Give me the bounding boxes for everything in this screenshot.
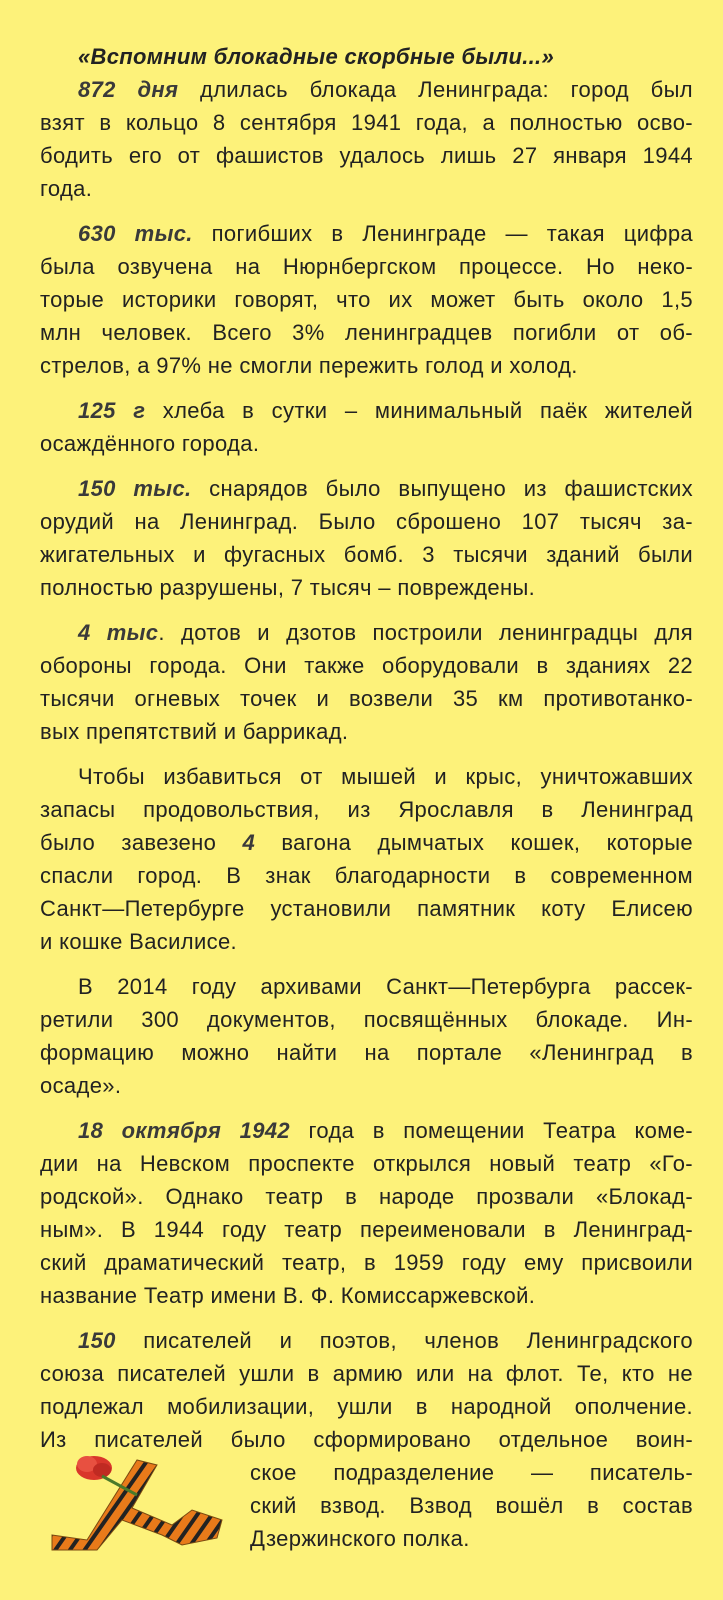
text-line xyxy=(40,139,693,172)
line-text: дии на Невском проспекте открылся новый театр «Го- xyxy=(40,1151,693,1176)
text-line xyxy=(40,472,693,505)
text-line xyxy=(40,571,693,604)
line-text: жигательных и фугасных бомб. 3 тысячи зданий были xyxy=(40,542,693,567)
text-line xyxy=(40,1114,693,1147)
text-line xyxy=(40,73,693,106)
text-line xyxy=(40,106,693,139)
document-body xyxy=(40,73,693,1555)
text-line xyxy=(40,1036,693,1069)
line-text: полностью разрушены, 7 тысяч – повреждены. xyxy=(40,575,536,600)
line-text: писателей и поэтов, членов Ленинградского xyxy=(115,1328,693,1353)
text-line xyxy=(40,349,693,382)
paragraph xyxy=(40,73,693,205)
text-line xyxy=(40,505,693,538)
line-text: ское подразделение — писатель- xyxy=(250,1460,693,1485)
text-line xyxy=(40,1147,693,1180)
line-text: обороны города. Они также оборудовали в зданиях 22 xyxy=(40,653,693,678)
text-line xyxy=(40,217,693,250)
paragraph xyxy=(40,394,693,460)
text-line xyxy=(40,970,693,1003)
text-line xyxy=(40,1180,693,1213)
text-line xyxy=(40,892,693,925)
line-text: и кошке Василисе. xyxy=(40,929,237,954)
paragraph xyxy=(40,217,693,382)
line-text: тысячи огневых точек и возвели 35 км противотанко- xyxy=(40,686,693,711)
text-line xyxy=(40,1324,693,1357)
line-text: формацию можно найти на портале «Ленинград в xyxy=(40,1040,693,1065)
text-line xyxy=(40,826,693,859)
paragraph xyxy=(40,1114,693,1312)
line-text: взят в кольцо 8 сентября 1941 года, а полностью осво- xyxy=(40,110,693,135)
text-line xyxy=(40,283,693,316)
text-line xyxy=(40,616,693,649)
text-line xyxy=(40,682,693,715)
text-line xyxy=(40,250,693,283)
line-text: млн человек. Всего 3% ленинградцев погибли от об- xyxy=(40,320,693,345)
line-text: осаде». xyxy=(40,1073,122,1098)
highlight-figure: 150 xyxy=(78,1328,116,1353)
line-text: Чтобы избавиться от мышей и крыс, уничтожавших xyxy=(78,764,693,789)
line-text: погибших в Ленинграде — такая цифра xyxy=(192,221,693,246)
text-line xyxy=(40,1390,693,1423)
line-text: запасы продовольствия, из Ярославля в Ленинград xyxy=(40,797,693,822)
line-text: В 2014 году архивами Санкт—Петербурга рассек- xyxy=(78,974,693,999)
highlight-figure: 125 г xyxy=(78,398,146,423)
line-text: стрелов, а 97% не смогли пережить голод и холод. xyxy=(40,353,578,378)
text-line xyxy=(40,1069,693,1102)
line-text: года. xyxy=(40,176,93,201)
line-text: ретили 300 документов, посвящённых блокаде. Ин- xyxy=(40,1007,693,1032)
text-line xyxy=(40,538,693,571)
st-george-ribbon-icon xyxy=(42,1440,232,1560)
highlight-figure: 150 тыс. xyxy=(78,476,192,501)
line-text: родской». Однако театр в народе прозвали «Блокад- xyxy=(40,1184,693,1209)
line-text: название Театр имени В. Ф. Комиссаржевской. xyxy=(40,1283,536,1308)
line-text: была озвучена на Нюрнбергском процессе. Но неко- xyxy=(40,254,693,279)
line-text: Санкт—Петербурге установили памятник коту Елисею xyxy=(40,896,693,921)
line-text: длилась блокада Ленинграда: город был xyxy=(178,77,693,102)
line-text: ным». В 1944 году театр переименовали в Ленинград- xyxy=(40,1217,693,1242)
text-line xyxy=(40,394,693,427)
document-title: «Вспомним блокадные скорбные были...» xyxy=(78,44,554,69)
line-text: . дотов и дзотов построили ленинградцы для xyxy=(158,620,693,645)
line-text: вых препятствий и баррикад. xyxy=(40,719,349,744)
line-text: хлеба в сутки – минимальный паёк жителей xyxy=(145,398,693,423)
highlight-figure: 872 дня xyxy=(78,77,179,102)
line-text: года в помещении Театра коме- xyxy=(290,1118,693,1143)
text-line xyxy=(40,925,693,958)
line-text: союза писателей ушли в армию или на флот. Те, кто не xyxy=(40,1361,693,1386)
highlight-figure: 18 октября 1942 xyxy=(78,1118,291,1143)
text-line xyxy=(40,427,693,460)
line-text: было завезено xyxy=(40,830,243,855)
highlight-figure: 630 тыс. xyxy=(78,221,193,246)
text-line xyxy=(40,1279,693,1312)
line-text: спасли город. В знак благодарности в современном xyxy=(40,863,693,888)
line-text: осаждённого города. xyxy=(40,431,260,456)
text-line xyxy=(40,760,693,793)
text-line xyxy=(40,859,693,892)
paragraph xyxy=(40,616,693,748)
line-text: подлежал мобилизации, ушли в народной ополчение. xyxy=(40,1394,693,1419)
text-line xyxy=(40,1003,693,1036)
text-line xyxy=(40,793,693,826)
text-line xyxy=(40,316,693,349)
line-text: торые историки говорят, что их может быть около 1,5 xyxy=(40,287,693,312)
text-line xyxy=(40,1357,693,1390)
line-text: ский взвод. Взвод вошёл в состав xyxy=(250,1493,693,1518)
line-text: Из писателей было сформировано отдельное воин- xyxy=(40,1427,693,1452)
text-line xyxy=(40,649,693,682)
line-text: вагона дымчатых кошек, которые xyxy=(255,830,693,855)
paragraph xyxy=(40,760,693,958)
text-line xyxy=(40,172,693,205)
line-text: Дзержинского полка. xyxy=(250,1526,470,1551)
text-line xyxy=(40,715,693,748)
line-text: бодить его от фашистов удалось лишь 27 января 1944 xyxy=(40,143,693,168)
line-text: ский драматический театр, в 1959 году ему присвоили xyxy=(40,1250,693,1275)
line-text: снарядов было выпущено из фашистских xyxy=(191,476,693,501)
text-line xyxy=(40,1246,693,1279)
paragraph xyxy=(40,472,693,604)
highlight-figure: 4 тыс xyxy=(78,620,159,645)
paragraph xyxy=(40,970,693,1102)
highlight-figure: 4 xyxy=(242,830,256,855)
text-line xyxy=(40,1213,693,1246)
line-text: орудий на Ленинград. Было сброшено 107 тысяч за- xyxy=(40,509,693,534)
